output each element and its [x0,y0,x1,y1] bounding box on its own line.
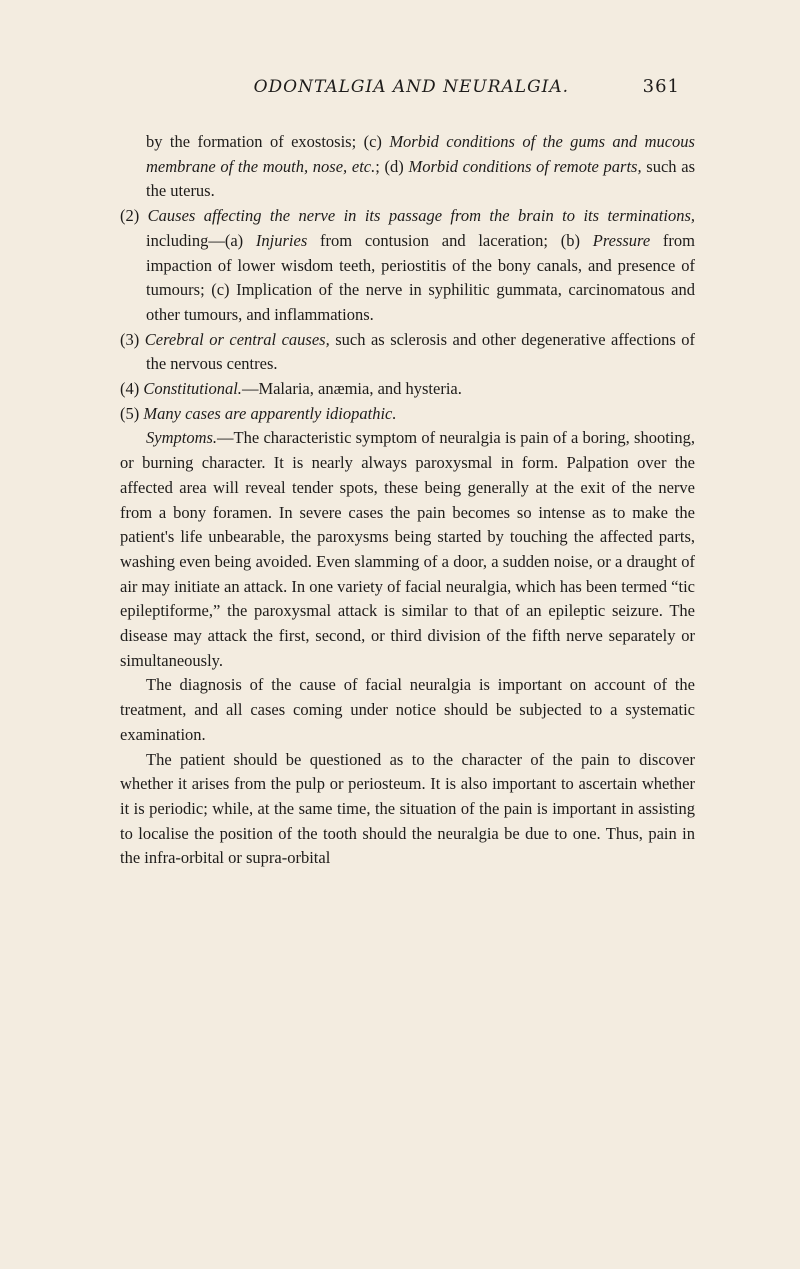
item-number: (3) [120,329,145,349]
italic-run: Pressure [592,230,651,250]
italic-run: Injuries [255,230,308,250]
page-number: 361 [642,76,680,97]
text-run: by the formation of exostosis; [146,132,364,151]
cause-item-2 [120,204,695,328]
running-header [140,76,680,97]
item-number: (2) [120,206,148,226]
text-run: from contusion and laceration; (b) [307,230,593,250]
paragraph-patient: The patient should be questioned as to the character of the pain to discover whether it arises from the pulp or periosteum. It is also important to ascertain whether it is periodic; while, at the same time, the situation of the pain is important in assisting to localise the position of the tooth should the neuralgia be due to one. Thus, pain in the infra-orbital or supra-orbital [120,749,695,868]
item-number: (4) [120,379,144,399]
text-run: (c) [363,132,390,151]
italic-run: Causes affecting the nerve in its passage from the brain to its terminations, [147,206,695,226]
italic-run: Constitutional. [143,379,242,399]
cause-item-4 [120,377,695,402]
section-label: Symptoms. [146,428,218,448]
italic-run: Many cases are apparently idiopathic. [143,403,397,423]
text-run: such as sclerosis and other degenerative affections of the nervous centres. [146,329,695,374]
paragraph-diagnosis: The diagnosis of the cause of facial neuralgia is important on account of the treatment, and all cases coming under notice should be subjected to a systematic examination. [120,675,695,744]
text-run: —The characteristic symptom of neuralgia is pain of a boring, shooting, or burning character. It is nearly always paroxysmal in form. Palpation over the affected area will reveal tender spots, these being generally at the exit of the nerve from a bony foramen. In severe cases the pain becomes so intense as to make the patient's life unbearable, the paroxysms being started by touching the affected parts, washing even being avoided. Even slamming of a door, a sudden noise, or a draught of air may initiate an attack. In one variety of facial neuralgia, which has been termed “tic epileptiforme,” the paroxysmal attack is similar to that of an epileptic seizure. The disease may attack the first, second, or third division of the fifth nerve separately or simultaneously. [120,428,695,670]
italic-run: Cerebral [144,329,204,349]
italic-run: Morbid conditions of the gums and mucous membrane of the mouth, nose, etc. [146,132,695,176]
text-run: —Malaria, anæmia, and hysteria. [241,379,462,399]
item-number: (5) [120,403,144,423]
text-run: including—(a) [146,230,256,250]
text-run: such as the uterus. [146,156,695,201]
paragraph-intro-continuation [120,130,695,204]
italic-run: Morbid conditions of remote parts, [408,156,642,176]
cause-item-5 [120,402,695,427]
paragraph-symptoms [120,426,695,673]
body-text [120,130,695,871]
cause-item-3 [120,328,695,377]
text-run: from impaction of lower wisdom teeth, periostitis of the bony canals, and presence of tumours; (c) Implication of the nerve in syphilitic gummata, carcinomatous and other tumours, and inflammations. [146,230,696,324]
italic-run: or [203,329,230,349]
text-run: (d) [384,156,409,176]
running-title: ODONTALGIA AND NEURALGIA. [253,77,570,97]
text-run: ; [375,156,385,176]
italic-run: central causes, [229,329,330,349]
